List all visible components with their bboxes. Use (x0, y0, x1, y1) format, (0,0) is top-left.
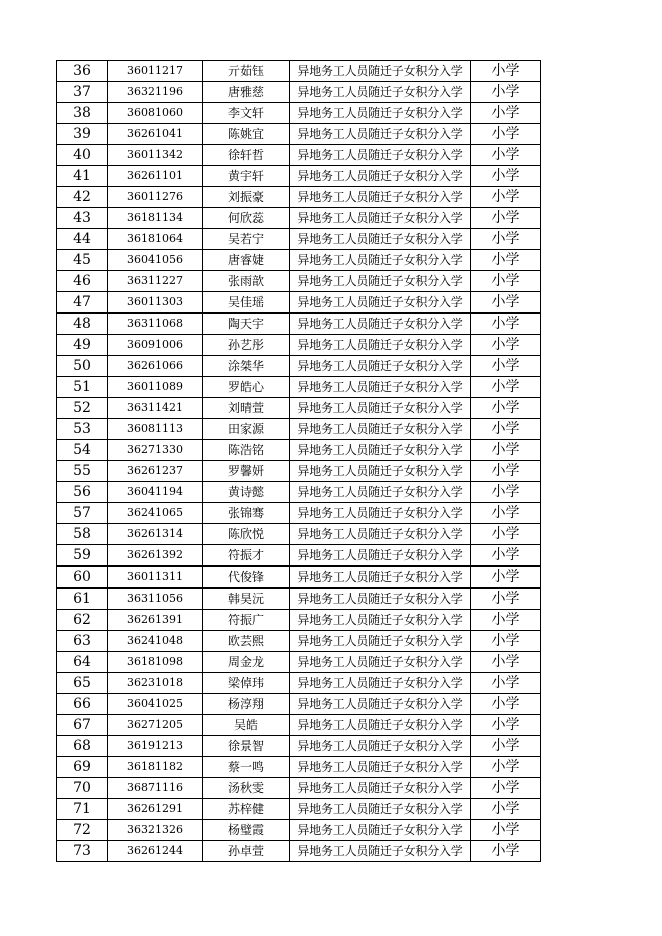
table-row (57, 271, 541, 292)
admission-type-cell: 异地务工人员随迁子女积分入学 (290, 631, 471, 652)
row-number-cell: 55 (57, 461, 108, 482)
row-number-cell: 39 (57, 124, 108, 145)
student-name-cell: 汤秋雯 (203, 778, 290, 799)
student-id-cell: 36011217 (108, 61, 203, 82)
table-row (57, 103, 541, 124)
school-level-cell: 小学 (471, 799, 541, 820)
school-level-cell: 小学 (471, 356, 541, 377)
table-row (57, 757, 541, 778)
student-name-cell: 蔡一鸣 (203, 757, 290, 778)
table-row (57, 145, 541, 166)
student-id-cell: 36241048 (108, 631, 203, 652)
table-row (57, 799, 541, 820)
row-number-cell: 73 (57, 841, 108, 862)
table-row (57, 652, 541, 673)
school-level-cell: 小学 (471, 229, 541, 250)
student-id-cell: 36261391 (108, 610, 203, 631)
school-level-cell: 小学 (471, 841, 541, 862)
table-row (57, 440, 541, 461)
admission-type-cell: 异地务工人员随迁子女积分入学 (290, 588, 471, 610)
row-number-cell: 50 (57, 356, 108, 377)
school-level-cell: 小学 (471, 736, 541, 757)
school-level-cell: 小学 (471, 588, 541, 610)
school-level-cell: 小学 (471, 103, 541, 124)
school-level-cell: 小学 (471, 694, 541, 715)
admission-type-cell: 异地务工人员随迁子女积分入学 (290, 229, 471, 250)
row-number-cell: 63 (57, 631, 108, 652)
student-id-cell: 36871116 (108, 778, 203, 799)
school-level-cell: 小学 (471, 673, 541, 694)
student-id-cell: 36311056 (108, 588, 203, 610)
school-level-cell: 小学 (471, 652, 541, 673)
student-id-cell: 36261392 (108, 545, 203, 567)
student-id-cell: 36231018 (108, 673, 203, 694)
student-id-cell: 36321326 (108, 820, 203, 841)
student-id-cell: 36311421 (108, 398, 203, 419)
admission-type-cell: 异地务工人员随迁子女积分入学 (290, 419, 471, 440)
admission-type-cell: 异地务工人员随迁子女积分入学 (290, 61, 471, 82)
student-id-cell: 36011342 (108, 145, 203, 166)
school-level-cell: 小学 (471, 166, 541, 187)
school-level-cell: 小学 (471, 631, 541, 652)
school-level-cell: 小学 (471, 778, 541, 799)
student-id-cell: 36041194 (108, 482, 203, 503)
student-name-cell: 杨淳翔 (203, 694, 290, 715)
school-level-cell: 小学 (471, 545, 541, 567)
table-row (57, 631, 541, 652)
row-number-cell: 65 (57, 673, 108, 694)
student-id-cell: 36181064 (108, 229, 203, 250)
student-id-cell: 36011311 (108, 566, 203, 588)
table-row (57, 736, 541, 757)
student-name-cell: 田家源 (203, 419, 290, 440)
student-name-cell: 吴若宁 (203, 229, 290, 250)
admission-type-cell: 异地务工人员随迁子女积分入学 (290, 440, 471, 461)
table-row (57, 250, 541, 271)
admission-type-cell: 异地务工人员随迁子女积分入学 (290, 82, 471, 103)
row-number-cell: 70 (57, 778, 108, 799)
student-id-cell: 36311068 (108, 313, 203, 335)
admission-type-cell: 异地务工人员随迁子女积分入学 (290, 145, 471, 166)
table-row (57, 313, 541, 335)
table-row (57, 208, 541, 229)
student-name-cell: 涂桀华 (203, 356, 290, 377)
admission-type-cell: 异地务工人员随迁子女积分入学 (290, 271, 471, 292)
row-number-cell: 44 (57, 229, 108, 250)
student-id-cell: 36181098 (108, 652, 203, 673)
admission-type-cell: 异地务工人员随迁子女积分入学 (290, 757, 471, 778)
row-number-cell: 69 (57, 757, 108, 778)
row-number-cell: 62 (57, 610, 108, 631)
school-level-cell: 小学 (471, 524, 541, 545)
admission-type-cell: 异地务工人员随迁子女积分入学 (290, 778, 471, 799)
row-number-cell: 58 (57, 524, 108, 545)
table-row (57, 377, 541, 398)
student-id-cell: 36011276 (108, 187, 203, 208)
admission-type-cell: 异地务工人员随迁子女积分入学 (290, 503, 471, 524)
student-name-cell: 欧芸熙 (203, 631, 290, 652)
student-id-cell: 36181182 (108, 757, 203, 778)
table-row (57, 610, 541, 631)
admission-type-cell: 异地务工人员随迁子女积分入学 (290, 673, 471, 694)
admission-type-cell: 异地务工人员随迁子女积分入学 (290, 208, 471, 229)
student-name-cell: 唐雅慈 (203, 82, 290, 103)
student-name-cell: 周金龙 (203, 652, 290, 673)
row-number-cell: 46 (57, 271, 108, 292)
admission-type-cell: 异地务工人员随迁子女积分入学 (290, 166, 471, 187)
school-level-cell: 小学 (471, 757, 541, 778)
student-id-cell: 36271205 (108, 715, 203, 736)
student-id-cell: 36271330 (108, 440, 203, 461)
student-name-cell: 韩昊沅 (203, 588, 290, 610)
student-name-cell: 陶天宇 (203, 313, 290, 335)
student-name-cell: 苏梓健 (203, 799, 290, 820)
student-id-cell: 36011303 (108, 292, 203, 314)
student-name-cell: 代俊锋 (203, 566, 290, 588)
table-row (57, 841, 541, 862)
row-number-cell: 36 (57, 61, 108, 82)
admission-type-cell: 异地务工人员随迁子女积分入学 (290, 566, 471, 588)
row-number-cell: 40 (57, 145, 108, 166)
school-level-cell: 小学 (471, 61, 541, 82)
row-number-cell: 53 (57, 419, 108, 440)
admission-type-cell: 异地务工人员随迁子女积分入学 (290, 250, 471, 271)
student-id-cell: 36241065 (108, 503, 203, 524)
row-number-cell: 45 (57, 250, 108, 271)
school-level-cell: 小学 (471, 208, 541, 229)
table-row (57, 335, 541, 356)
table-row (57, 356, 541, 377)
row-number-cell: 71 (57, 799, 108, 820)
school-level-cell: 小学 (471, 82, 541, 103)
school-level-cell: 小学 (471, 566, 541, 588)
admission-type-cell: 异地务工人员随迁子女积分入学 (290, 124, 471, 145)
admission-type-cell: 异地务工人员随迁子女积分入学 (290, 398, 471, 419)
student-name-cell: 黄诗懿 (203, 482, 290, 503)
row-number-cell: 59 (57, 545, 108, 567)
admission-type-cell: 异地务工人员随迁子女积分入学 (290, 841, 471, 862)
student-id-cell: 36261101 (108, 166, 203, 187)
admission-type-cell: 异地务工人员随迁子女积分入学 (290, 482, 471, 503)
row-number-cell: 54 (57, 440, 108, 461)
student-name-cell: 梁倬玮 (203, 673, 290, 694)
student-id-cell: 36191213 (108, 736, 203, 757)
school-level-cell: 小学 (471, 503, 541, 524)
table-row (57, 166, 541, 187)
student-name-cell: 刘晴萱 (203, 398, 290, 419)
student-id-cell: 36181134 (108, 208, 203, 229)
admission-type-cell: 异地务工人员随迁子女积分入学 (290, 545, 471, 567)
school-level-cell: 小学 (471, 377, 541, 398)
student-name-cell: 陈欣悦 (203, 524, 290, 545)
row-number-cell: 37 (57, 82, 108, 103)
table-row (57, 588, 541, 610)
school-level-cell: 小学 (471, 313, 541, 335)
student-name-cell: 徐景智 (203, 736, 290, 757)
school-level-cell: 小学 (471, 610, 541, 631)
student-name-cell: 符振广 (203, 610, 290, 631)
school-level-cell: 小学 (471, 440, 541, 461)
student-id-cell: 36261244 (108, 841, 203, 862)
table-row (57, 187, 541, 208)
row-number-cell: 48 (57, 313, 108, 335)
admission-type-cell: 异地务工人员随迁子女积分入学 (290, 335, 471, 356)
student-name-cell: 吴佳瑶 (203, 292, 290, 314)
student-id-cell: 36081060 (108, 103, 203, 124)
student-name-cell: 何欣蕊 (203, 208, 290, 229)
student-name-cell: 杨璧霞 (203, 820, 290, 841)
student-name-cell: 李文轩 (203, 103, 290, 124)
school-level-cell: 小学 (471, 187, 541, 208)
school-level-cell: 小学 (471, 461, 541, 482)
student-id-cell: 36261237 (108, 461, 203, 482)
row-number-cell: 47 (57, 292, 108, 314)
row-number-cell: 68 (57, 736, 108, 757)
student-name-cell: 唐睿婕 (203, 250, 290, 271)
school-level-cell: 小学 (471, 820, 541, 841)
student-id-cell: 36321196 (108, 82, 203, 103)
student-id-cell: 36311227 (108, 271, 203, 292)
student-id-cell: 36091006 (108, 335, 203, 356)
school-level-cell: 小学 (471, 419, 541, 440)
admission-type-cell: 异地务工人员随迁子女积分入学 (290, 610, 471, 631)
table-row (57, 673, 541, 694)
student-name-cell: 亓茹钰 (203, 61, 290, 82)
school-level-cell: 小学 (471, 482, 541, 503)
table-row (57, 778, 541, 799)
student-name-cell: 符振才 (203, 545, 290, 567)
school-level-cell: 小学 (471, 715, 541, 736)
row-number-cell: 64 (57, 652, 108, 673)
admission-type-cell: 异地务工人员随迁子女积分入学 (290, 820, 471, 841)
admission-type-cell: 异地务工人员随迁子女积分入学 (290, 524, 471, 545)
admission-type-cell: 异地务工人员随迁子女积分入学 (290, 377, 471, 398)
student-name-cell: 徐轩哲 (203, 145, 290, 166)
table-row (57, 61, 541, 82)
student-name-cell: 黄宇轩 (203, 166, 290, 187)
table-row (57, 503, 541, 524)
table-row (57, 124, 541, 145)
row-number-cell: 56 (57, 482, 108, 503)
school-level-cell: 小学 (471, 271, 541, 292)
student-name-cell: 刘振豪 (203, 187, 290, 208)
school-level-cell: 小学 (471, 124, 541, 145)
student-name-cell: 孙艺彤 (203, 335, 290, 356)
row-number-cell: 38 (57, 103, 108, 124)
student-name-cell: 陈姚宜 (203, 124, 290, 145)
row-number-cell: 49 (57, 335, 108, 356)
student-table-body (57, 61, 541, 862)
school-level-cell: 小学 (471, 292, 541, 314)
table-row (57, 482, 541, 503)
admission-type-cell: 异地务工人员随迁子女积分入学 (290, 313, 471, 335)
admission-type-cell: 异地务工人员随迁子女积分入学 (290, 292, 471, 314)
table-row (57, 82, 541, 103)
admission-type-cell: 异地务工人员随迁子女积分入学 (290, 799, 471, 820)
student-name-cell: 罗馨妍 (203, 461, 290, 482)
admission-type-cell: 异地务工人员随迁子女积分入学 (290, 715, 471, 736)
admission-type-cell: 异地务工人员随迁子女积分入学 (290, 652, 471, 673)
admission-type-cell: 异地务工人员随迁子女积分入学 (290, 187, 471, 208)
table-row (57, 545, 541, 567)
table-row (57, 524, 541, 545)
student-table (56, 60, 541, 862)
student-name-cell: 陈浩铭 (203, 440, 290, 461)
school-level-cell: 小学 (471, 398, 541, 419)
table-row (57, 419, 541, 440)
student-name-cell: 罗皓心 (203, 377, 290, 398)
student-id-cell: 36041056 (108, 250, 203, 271)
table-row (57, 715, 541, 736)
school-level-cell: 小学 (471, 145, 541, 166)
admission-type-cell: 异地务工人员随迁子女积分入学 (290, 356, 471, 377)
row-number-cell: 51 (57, 377, 108, 398)
school-level-cell: 小学 (471, 335, 541, 356)
student-id-cell: 36261314 (108, 524, 203, 545)
table-row (57, 820, 541, 841)
student-name-cell: 张雨歆 (203, 271, 290, 292)
row-number-cell: 41 (57, 166, 108, 187)
row-number-cell: 61 (57, 588, 108, 610)
student-id-cell: 36011089 (108, 377, 203, 398)
student-name-cell: 张锦骞 (203, 503, 290, 524)
school-level-cell: 小学 (471, 250, 541, 271)
student-id-cell: 36261291 (108, 799, 203, 820)
student-name-cell: 孙卓萱 (203, 841, 290, 862)
admission-type-cell: 异地务工人员随迁子女积分入学 (290, 461, 471, 482)
row-number-cell: 43 (57, 208, 108, 229)
row-number-cell: 52 (57, 398, 108, 419)
row-number-cell: 60 (57, 566, 108, 588)
student-id-cell: 36041025 (108, 694, 203, 715)
row-number-cell: 57 (57, 503, 108, 524)
table-row (57, 694, 541, 715)
row-number-cell: 72 (57, 820, 108, 841)
table-row (57, 398, 541, 419)
admission-type-cell: 异地务工人员随迁子女积分入学 (290, 736, 471, 757)
student-id-cell: 36261041 (108, 124, 203, 145)
row-number-cell: 66 (57, 694, 108, 715)
admission-type-cell: 异地务工人员随迁子女积分入学 (290, 694, 471, 715)
student-id-cell: 36261066 (108, 356, 203, 377)
row-number-cell: 67 (57, 715, 108, 736)
student-id-cell: 36081113 (108, 419, 203, 440)
table-row (57, 229, 541, 250)
table-row (57, 461, 541, 482)
row-number-cell: 42 (57, 187, 108, 208)
table-row (57, 292, 541, 314)
admission-type-cell: 异地务工人员随迁子女积分入学 (290, 103, 471, 124)
student-name-cell: 吴皓 (203, 715, 290, 736)
table-row (57, 566, 541, 588)
